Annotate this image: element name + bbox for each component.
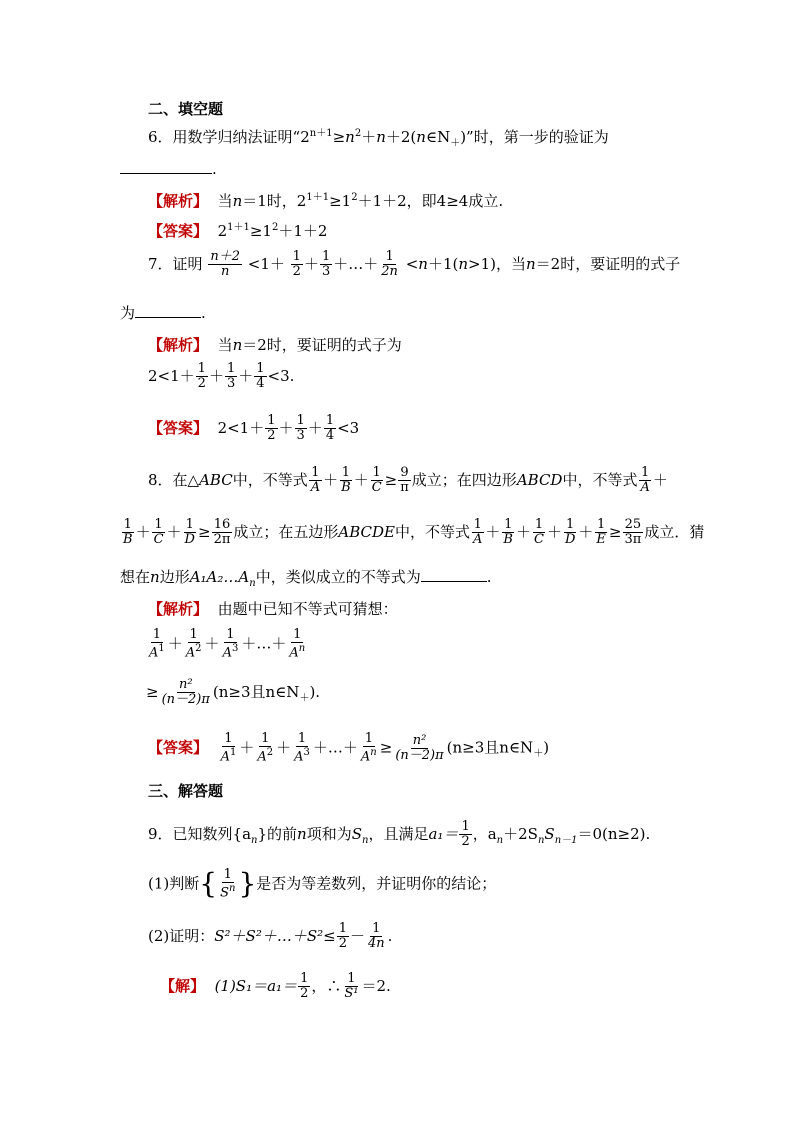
answer-blank	[421, 580, 487, 582]
analysis-tag: 【解析】	[148, 192, 209, 210]
solution-tag: 【解】	[160, 976, 206, 995]
section-title-solution: 三、解答题	[148, 782, 224, 800]
question-9-part-2: (2)证明：S²＋S²＋…＋S²≤ $\frac{1}{2}$ － $\frac{1}{4n}$ .	[148, 921, 393, 952]
question-8-analysis-formula-2: ≥ $\frac{\text{n²}}{(n-2)\pi}$ (n≥3且$n\in N_+$).	[146, 677, 321, 708]
question-7-analysis: 【解析】 当n＝2时，要证明的式子为	[148, 336, 402, 354]
question-8-line-2: $\frac{1}{B}$ ＋ $\frac{1}{C}$ ＋ $\frac{1}{D}$ ≥ $\frac{16}{2\pi}$ 成立；在五边形ABCDE中，不等式 $\frac{1}{A}$ ＋ $\frac{1}{B}$ ＋ $\frac{1}{C}$ ＋ $\frac{1}{D}$ ＋ $\frac{1}{E}$ ≥ $\frac{25}{3\pi}$ 成立．猜	[123, 517, 705, 548]
question-8: 8．在△ABC中，不等式 $\frac{1}{A}$ ＋ $\frac{1}{B}$ ＋ $\frac{1}{C}$ ≥ $\frac{9}{\pi}$ 成立；在四边形ABCD中，不等式 $\frac{1}{A}$ ＋	[148, 465, 668, 496]
question-9-solution: 【解】 (1)S₁＝a₁＝ $\frac{1}{2}$ ，∴ $\frac{1}{\text{S¹}}$ ＝2.	[160, 971, 391, 1002]
question-8-analysis-formula-1: $\frac{1}{A^1}$ ＋ $\frac{1}{A^2}$ ＋ $\frac{1}{A^3}$ ＋…＋ $\frac{1}{A^n}$	[149, 627, 306, 661]
answer-tag: 【答案】	[148, 738, 209, 757]
answer-tag: 【答案】	[148, 418, 209, 437]
section-title-fill-blank: 二、填空题	[148, 100, 224, 118]
question-7: 7．证明 $\frac{n+2}{n}$ <1＋ $\frac{1}{2}$ ＋ $\frac{1}{3}$ ＋…＋ $\frac{1}{2n}$ <n＋1(n>1)，当n＝2时，要证明的式子	[148, 249, 681, 280]
question-9: 9．已知数列$\{a_n\}$的前n项和为$S_n$，且满足a₁＝ $\frac{1}{2}$ ，$a_n+2S_nS_{n-1}=0(n\ge 2)$.	[148, 819, 651, 850]
analysis-tag: 【解析】	[148, 600, 209, 618]
answer-blank	[135, 316, 201, 318]
question-6-answer: 【答案】 $2^{1+1}\ge 1^2+1+2$	[148, 222, 328, 240]
analysis-tag: 【解析】	[148, 336, 209, 354]
question-9-part-1: (1)判断{ $\frac{1}{S^n}$ }是否为等差数列，并证明你的结论；	[148, 867, 497, 901]
question-6-blank-line: .	[120, 160, 217, 178]
question-6: 6．用数学归纳法证明“$2^{n+1}\ge n^2+n+2(n\in N_+)$”时，第一步的验证为	[148, 128, 609, 149]
question-8-analysis: 【解析】 由题中已知不等式可猜想：	[148, 600, 398, 618]
question-7-analysis-formula: 2<1＋ $\frac{1}{2}$ ＋ $\frac{1}{3}$ ＋ $\frac{1}{4}$ <3.	[148, 361, 295, 392]
question-8-answer: 【答案】 $\frac{1}{A^1}$ ＋ $\frac{1}{A^2}$ ＋ $\frac{1}{A^3}$ ＋…＋ $\frac{1}{A^n}$ ≥ $\frac{\text{n²}}{(n-2)\pi}$ (n≥3且$n\in N_+$)	[148, 731, 550, 765]
question-8-line-3: 想在n边形$A_1A_2\dots A_n$中，类似成立的不等式为 .	[120, 568, 492, 589]
fraction: $\frac{n+2}{n}$	[210, 249, 240, 280]
answer-tag: 【答案】	[148, 222, 209, 240]
answer-blank	[120, 172, 212, 174]
question-7-blank-line: 为 .	[120, 304, 206, 322]
question-6-analysis: 【解析】 当n＝1时，$2^{1+1}\ge 1^2+1+2$，即4≥4成立.	[148, 192, 504, 210]
question-7-answer: 【答案】 2<1＋ $\frac{1}{2}$ ＋ $\frac{1}{3}$ ＋ $\frac{1}{4}$ <3	[148, 413, 360, 444]
